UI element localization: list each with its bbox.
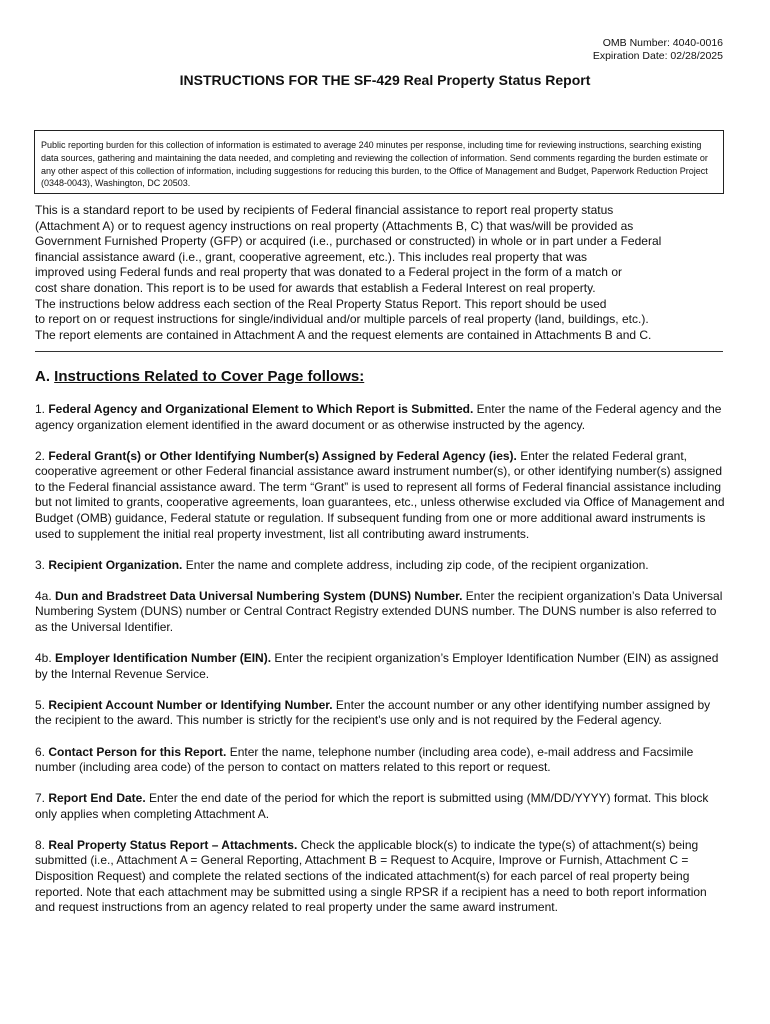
item-number: 2. bbox=[35, 448, 49, 463]
instruction-item-2 bbox=[35, 449, 725, 543]
intro-line: financial assistance award (i.e., grant, cooperative agreement, etc.). This includes real property that was bbox=[35, 249, 588, 264]
item-number: 8. bbox=[35, 837, 49, 852]
item-number: 1. bbox=[35, 402, 49, 416]
item-number: 7. bbox=[35, 791, 49, 806]
item-label: Contact Person for this Report. bbox=[48, 744, 227, 759]
omb-info bbox=[593, 37, 723, 63]
instruction-item-4b bbox=[35, 651, 725, 682]
item-text: Enter the account number or any other identifying number assigned by the recipient to the award. This number is strictly for the recipient's use only and is not required by the Federal agency. bbox=[35, 697, 711, 728]
instruction-list bbox=[35, 402, 725, 931]
item-label: Federal Grant(s) or Other Identifying Number(s) Assigned by Federal Agency (ies). bbox=[48, 448, 517, 463]
item-label: Recipient Organization. bbox=[48, 557, 183, 572]
item-text: Enter the end date of the period for which the report is submitted using (MM/DD/YYYY) format. This block only applies when completing Attachment A. bbox=[35, 791, 709, 821]
item-text: Enter the name and complete address, including zip code, of the recipient organization. bbox=[182, 557, 649, 572]
item-number: 5. bbox=[35, 697, 49, 712]
instruction-item-5 bbox=[35, 698, 725, 729]
item-label: Employer Identification Number (EIN). bbox=[55, 651, 272, 666]
item-label: Real Property Status Report – Attachments. bbox=[48, 837, 298, 852]
instruction-item-4a bbox=[35, 589, 725, 636]
item-number: 3. bbox=[35, 557, 49, 572]
section-prefix: A. bbox=[35, 368, 55, 385]
instruction-item-8 bbox=[35, 838, 725, 916]
omb-expiration-date: Expiration Date: 02/28/2025 bbox=[592, 50, 723, 62]
item-text: Enter the name, telephone number (including area code), e-mail address and Facsimile number (including area code) of the person to contact on matters related to this report or request. bbox=[35, 744, 694, 775]
intro-line: (Attachment A) or to request agency instructions on real property (Attachments B, C) that was/will be provided as bbox=[35, 218, 634, 233]
intro-line: Government Furnished Property (GFP) or acquired (i.e., purchased or constructed) in whole or in part under a Federal bbox=[35, 234, 662, 249]
item-label: Recipient Account Number or Identifying Number. bbox=[48, 697, 333, 712]
section-divider bbox=[35, 351, 723, 352]
item-label: Report End Date. bbox=[48, 791, 146, 806]
intro-line: This is a standard report to be used by recipients of Federal financial assistance to report real property status bbox=[35, 203, 614, 217]
intro-line: improved using Federal funds and real property that was donated to a Federal project in the form of a match or bbox=[35, 265, 622, 280]
instruction-item-7 bbox=[35, 791, 725, 822]
omb-number: OMB Number: 4040-0016 bbox=[602, 37, 723, 49]
instruction-item-3 bbox=[35, 558, 725, 574]
section-a-heading bbox=[35, 368, 364, 385]
item-number: 4a. bbox=[35, 588, 56, 603]
intro-paragraph bbox=[35, 203, 735, 343]
item-text: Enter the recipient organization’s Data Universal Numbering System (DUNS) number or Central Contract Registry extended DUNS number. The DUNS number is also referred to as the Universal Identifier. bbox=[35, 588, 723, 635]
item-number: 4b. bbox=[35, 651, 56, 666]
item-text: Enter the related Federal grant, cooperative agreement or other Federal financial assistance award instrument number(s), or other identifying number(s) assigned to the Federal financial assistance award. The term “Grant” is used to represent all forms of Federal financial assistance including but not limited to grants, cooperative agreements, loan guarantees, etc., unless otherwise excluded via Office of Management and Budget (OMB) guidance, Federal statute or regulation. If subsequent funding from one or more additional award instruments is used to supplement the initial real property investment, list all contributing award instruments. bbox=[35, 448, 725, 541]
intro-line: cost share donation. This report is to be used for awards that establish a Federal Interest on real property. bbox=[35, 280, 596, 295]
item-text: Enter the recipient organization’s Employer Identification Number (EIN) as assigned by the Internal Revenue Service. bbox=[35, 651, 719, 681]
intro-line: to report on or request instructions for single/individual and/or multiple parcels of real property (land, buildings, etc.). bbox=[35, 312, 649, 327]
item-number: 6. bbox=[35, 744, 49, 759]
item-label: Federal Agency and Organizational Element to Which Report is Submitted. bbox=[48, 402, 474, 416]
page-title: INSTRUCTIONS FOR THE SF-429 Real Property Status Report bbox=[179, 72, 591, 88]
item-text: Enter the name of the Federal agency and the agency organization element identified in the award document or as otherwise instructed by the agency. bbox=[35, 402, 722, 432]
section-heading-text: Instructions Related to Cover Page follows: bbox=[54, 368, 365, 385]
burden-statement-box: Public reporting burden for this collection of information is estimated to average 240 minutes per response, including time for reviewing instructions, searching existing data sources, gathering and maintaining the data needed, and completing and reviewing the collection of information. Send comments regarding the burden estimate or any other aspect of this collection of information, including suggestions for reducing this burden, to the Office of Management and Budget, Paperwork Reduction Project (0348-0043), Washington, DC 20503. bbox=[34, 130, 724, 194]
instruction-item-6 bbox=[35, 745, 725, 776]
item-text: Check the applicable block(s) to indicate the type(s) of attachment(s) being submitted (i.e., Attachment A = General Reporting, Attachment B = Request to Acquire, Improve or Furnish, Attachment C = Disposition Request) and complete the related sections of the indicated attachment(s) for each parcel of real property being reported. Note that each attachment may be submitted using a single RPSR if a recipient has a need to both report information and request instructions from an agency related to real property under the same award instrument. bbox=[35, 837, 707, 915]
intro-line: The report elements are contained in Attachment A and the request elements are contained in Attachments B and C. bbox=[35, 327, 652, 342]
intro-line: The instructions below address each section of the Real Property Status Report. This report should be used bbox=[35, 296, 607, 311]
item-label: Dun and Bradstreet Data Universal Numbering System (DUNS) Number. bbox=[55, 588, 463, 603]
instruction-item-1 bbox=[35, 402, 725, 433]
